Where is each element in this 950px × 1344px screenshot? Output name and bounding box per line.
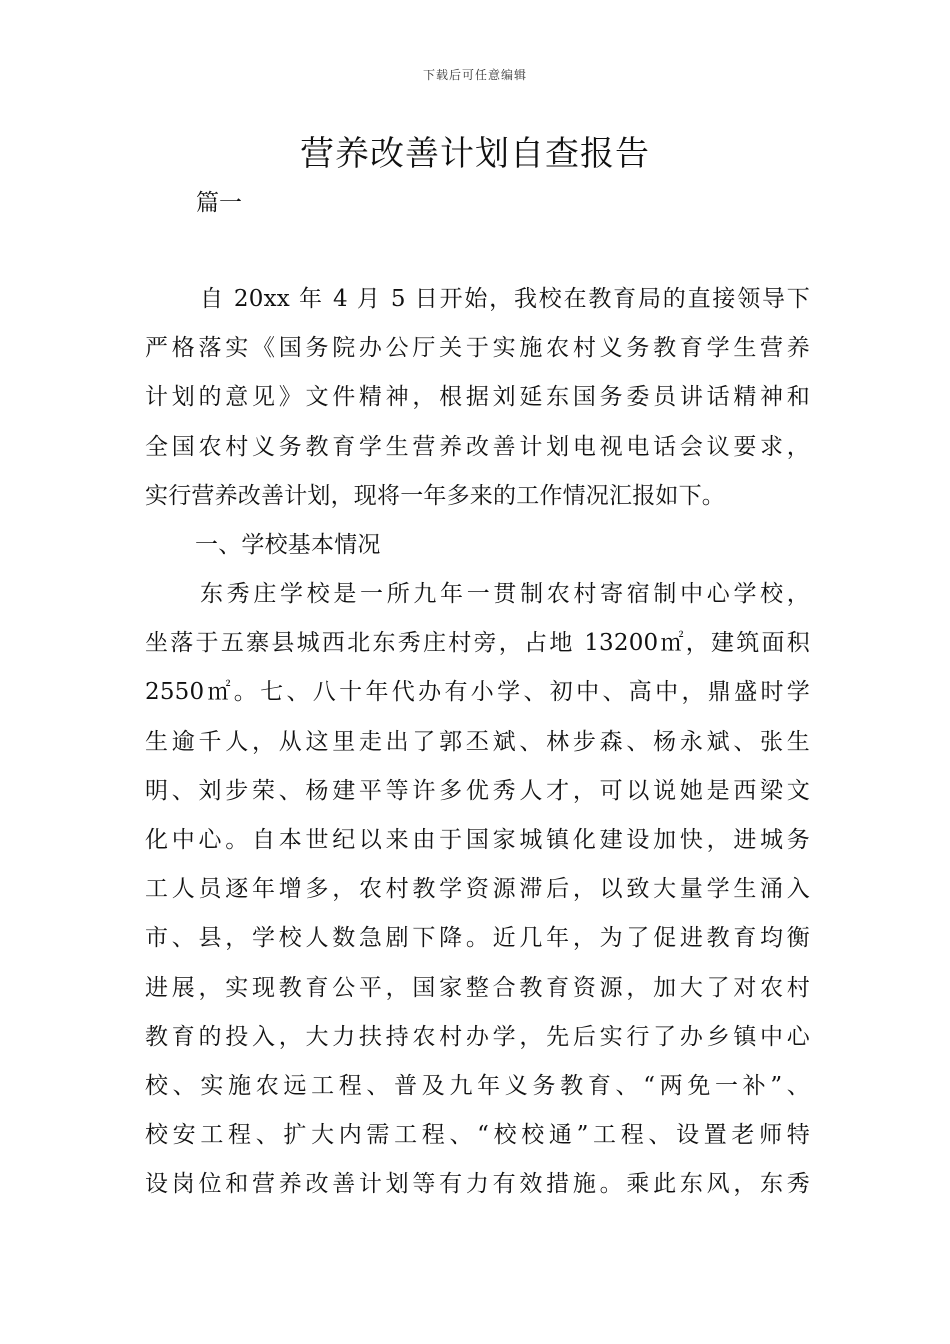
text-line: 2550㎡。七、八十年代办有小学、初中、高中，鼎盛时学 <box>145 679 810 706</box>
paragraph-school-basics <box>145 570 810 1209</box>
text-line: 校、实施农远工程、普及九年义务教育、“两免一补”、 <box>145 1072 810 1099</box>
text-line: 全国农村义务教育学生营养改善计划电视电话会议要求， <box>145 433 810 460</box>
text-line: 进展，实现教育公平，国家整合教育资源，加大了对农村 <box>145 974 810 1001</box>
section-heading: 一、学校基本情况 <box>195 532 381 558</box>
text-line: 化中心。自本世纪以来由于国家城镇化建设加快，进城务 <box>145 826 810 853</box>
document-title: 营养改善计划自查报告 <box>300 134 650 174</box>
text-line: 明、刘步荣、杨建平等许多优秀人才，可以说她是西梁文 <box>145 777 810 804</box>
text-line: 坐落于五寨县城西北东秀庄村旁，占地 13200㎡，建筑面积 <box>145 630 810 657</box>
text-line: 设岗位和营养改善计划等有力有效措施。乘此东风，东秀 <box>145 1171 810 1198</box>
text-line: 自 20xx 年 4 月 5 日开始，我校在教育局的直接领导下 <box>200 286 810 312</box>
text-line: 教育的投入，大力扶持农村办学，先后实行了办乡镇中心 <box>145 1023 810 1050</box>
text-line: 实行营养改善计划，现将一年多来的工作情况汇报如下。 <box>145 482 725 509</box>
text-line: 计划的意见》文件精神，根据刘延东国务委员讲话精神和 <box>145 384 810 411</box>
text-line: 市、县，学校人数急剧下降。近几年，为了促进教育均衡 <box>145 925 810 952</box>
heading-school-basics <box>145 521 810 570</box>
header-note: 下载后可任意编辑 <box>422 68 527 82</box>
section-label: 篇一 <box>196 190 242 216</box>
paragraph-intro <box>145 275 810 521</box>
text-line: 东秀庄学校是一所九年一贯制农村寄宿制中心学校， <box>200 581 810 607</box>
text-line: 严格落实《国务院办公厅关于实施农村义务教育学生营养 <box>145 335 810 362</box>
text-line: 生逾千人，从这里走出了郭丕斌、林步森、杨永斌、张生 <box>145 728 810 755</box>
text-line: 校安工程、扩大内需工程、“校校通”工程、设置老师特 <box>145 1122 810 1149</box>
text-line: 工人员逐年增多，农村教学资源滞后，以致大量学生涌入 <box>145 876 810 903</box>
